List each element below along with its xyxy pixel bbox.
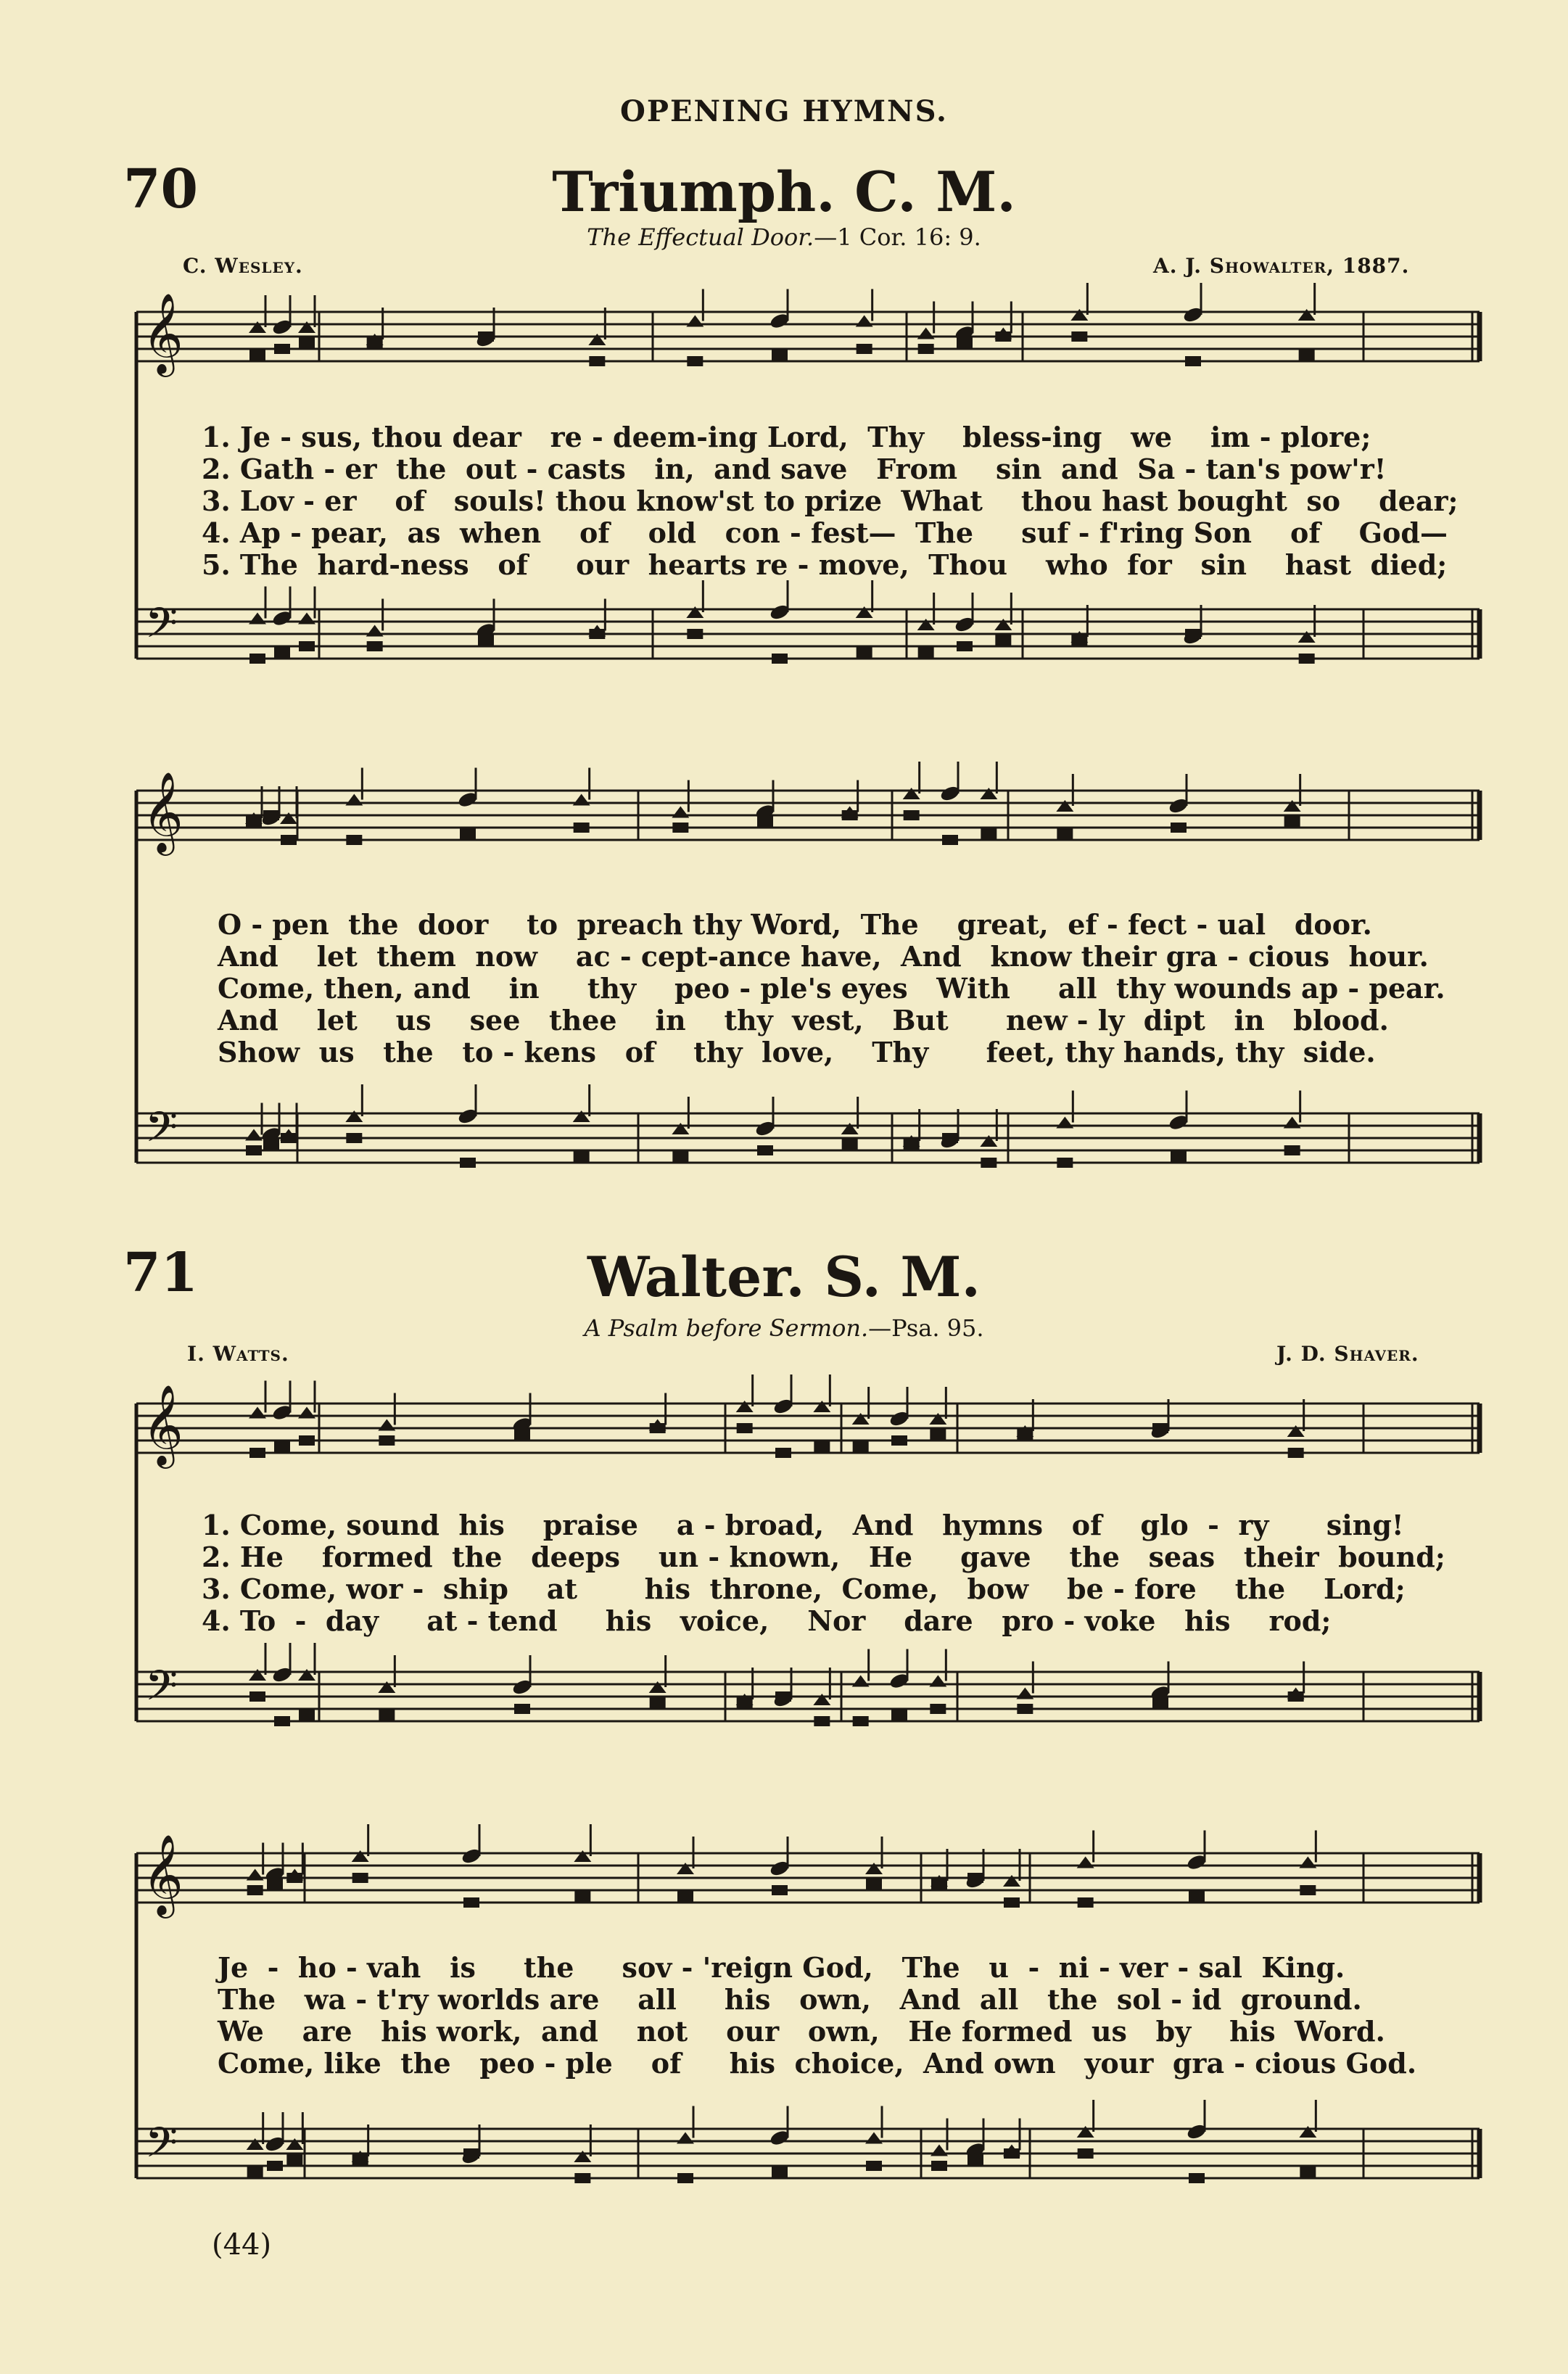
notehead <box>1284 1145 1300 1155</box>
notehead <box>463 2148 479 2159</box>
hymn-title: Triumph. C. M. <box>552 160 1016 224</box>
notehead <box>247 2167 263 2177</box>
notehead <box>274 648 290 658</box>
notehead <box>814 1442 830 1452</box>
notehead <box>1185 356 1201 366</box>
notehead <box>298 321 315 333</box>
notehead <box>814 1716 830 1726</box>
notehead <box>853 1442 869 1452</box>
verse-line: 3. Come, wor - ship at his throne, Come, bow be - fore the Lord; <box>202 1573 1406 1605</box>
notehead <box>574 823 590 833</box>
notehead <box>352 1873 368 1883</box>
notehead <box>574 2173 590 2183</box>
notehead <box>249 1407 266 1419</box>
notehead <box>891 1710 907 1720</box>
notehead <box>367 641 383 651</box>
notehead <box>1298 309 1316 321</box>
treble-clef-icon: 𝄞 <box>142 1834 183 1915</box>
notehead <box>672 823 688 833</box>
notehead <box>274 1442 290 1452</box>
notehead <box>813 1694 830 1705</box>
notehead <box>299 641 315 651</box>
notehead <box>917 619 935 630</box>
notehead <box>298 1669 315 1681</box>
notehead <box>677 1892 693 1902</box>
scripture-ref: —Psa. 95. <box>868 1314 984 1342</box>
verse-line: 2. Gath - er the out - casts in, and save From sin and Sa - tan's pow'r! <box>202 453 1387 485</box>
verse-line: Je - ho - vah is the sov - 'reign God, The u - ni - ver - sal King. <box>218 1951 1345 1984</box>
notehead <box>299 1435 315 1446</box>
notehead <box>1056 1117 1073 1129</box>
treble-clef-icon: 𝄞 <box>142 771 183 852</box>
notehead <box>931 1879 947 1889</box>
notehead <box>1284 800 1301 812</box>
notehead <box>942 835 958 845</box>
notehead <box>1284 1117 1301 1129</box>
notehead <box>1078 2148 1094 2159</box>
notehead <box>737 1423 753 1433</box>
notehead <box>772 654 788 664</box>
notehead <box>842 1139 858 1150</box>
notehead <box>1189 2173 1205 2183</box>
notehead <box>1152 1698 1168 1708</box>
hymn-title: Walter. S. M. <box>587 1245 981 1309</box>
notehead <box>1298 631 1316 643</box>
notehead <box>249 1691 265 1702</box>
notehead <box>366 625 384 637</box>
notehead <box>775 1448 791 1458</box>
notehead <box>574 1152 590 1162</box>
notehead <box>378 1681 395 1693</box>
notehead <box>841 1123 859 1134</box>
notehead <box>866 1879 882 1889</box>
notehead <box>995 331 1011 342</box>
notehead <box>345 794 363 806</box>
notehead <box>757 817 773 827</box>
hymn-composer: J. D. Shaver. <box>1276 1342 1419 1366</box>
notehead <box>574 1850 591 1862</box>
notehead <box>298 613 315 625</box>
notehead <box>281 1133 297 1143</box>
notehead <box>650 1698 666 1708</box>
verse-line: 5. The hard-ness of our hearts re - move, Thou who for sin hast died; <box>202 548 1448 581</box>
notehead <box>298 1407 315 1419</box>
notehead <box>1070 309 1088 321</box>
notehead <box>352 2155 368 2165</box>
notehead <box>1152 1423 1168 1433</box>
notehead <box>981 1158 996 1168</box>
notehead <box>589 356 605 366</box>
notehead <box>379 1710 395 1720</box>
notehead <box>247 1869 264 1881</box>
notehead <box>686 606 703 618</box>
notehead <box>677 1863 694 1874</box>
notehead <box>574 2151 591 2162</box>
notehead <box>672 807 689 818</box>
notehead <box>931 2145 948 2156</box>
notehead <box>931 2161 947 2171</box>
verse-line: 3. Lov - er of souls! thou know'st to prize What thou hast bought so dear; <box>202 485 1458 517</box>
notehead <box>1185 629 1201 639</box>
notehead <box>588 334 606 345</box>
notehead <box>1300 2167 1316 2177</box>
verse-line: The wa - t'ry worlds are all his own, And all the sol - id ground. <box>218 1983 1362 2016</box>
notehead <box>866 2161 882 2171</box>
verse-line: O - pen the door to preach thy Word, The great, ef - fect - ual door. <box>218 908 1372 941</box>
notehead <box>245 1129 263 1141</box>
notehead <box>249 613 266 625</box>
notehead <box>478 331 494 342</box>
notehead <box>345 1110 363 1122</box>
notehead <box>1057 1158 1073 1168</box>
verse-line: 4. Ap - pear, as when of old con - fest— The suf - f'ring Son of God— <box>202 516 1448 549</box>
page-number: (44) <box>212 2228 272 2262</box>
notehead <box>687 629 703 639</box>
notehead <box>1056 800 1073 812</box>
notehead <box>903 788 920 799</box>
notehead <box>672 1152 688 1162</box>
notehead <box>1171 823 1187 833</box>
verse-line: 1. Je - sus, thou dear re - deem-ing Lord, Thy bless-ing we im - plore; <box>202 421 1371 453</box>
notehead <box>286 2138 303 2150</box>
verse-line: And let them now ac - cept-ance have, And know their gra - cious hour. <box>218 940 1429 973</box>
notehead <box>1071 331 1087 342</box>
notehead <box>757 1145 773 1155</box>
notehead <box>917 328 935 339</box>
bass-clef-icon: 𝄢 <box>145 598 178 658</box>
notehead <box>249 321 266 333</box>
notehead <box>994 619 1012 630</box>
treble-clef-icon: 𝄞 <box>142 292 183 374</box>
notehead <box>677 2173 693 2183</box>
hymn-number: 70 <box>123 158 198 220</box>
scripture-ref: —1 Cor. 16: 9. <box>814 223 981 251</box>
bass-clef-icon: 𝄢 <box>145 1661 178 1720</box>
notehead <box>842 810 858 820</box>
notehead <box>1004 2148 1020 2159</box>
notehead <box>929 1413 946 1425</box>
notehead <box>1004 1897 1020 1908</box>
notehead <box>957 338 973 348</box>
treble-clef-icon: 𝄞 <box>142 1384 183 1465</box>
hymn-composer: A. J. Showalter, 1887. <box>1153 254 1410 278</box>
notehead <box>299 1710 315 1720</box>
notehead <box>460 829 476 839</box>
notehead <box>918 344 934 354</box>
notehead <box>981 829 996 839</box>
notehead <box>687 356 703 366</box>
notehead <box>1299 654 1315 664</box>
notehead <box>857 648 872 658</box>
notehead <box>263 810 279 820</box>
notehead <box>930 1704 946 1714</box>
notehead <box>852 1676 870 1687</box>
notehead <box>247 2138 264 2150</box>
notehead <box>274 344 290 354</box>
notehead <box>246 817 262 827</box>
notehead <box>904 1139 920 1150</box>
notehead <box>1284 817 1300 827</box>
notehead <box>249 654 265 664</box>
notehead <box>736 1401 754 1412</box>
notehead <box>286 2155 302 2165</box>
verse-line: Show us the to - kens of thy love, Thy feet, thy hands, thy side. <box>218 1036 1376 1068</box>
notehead <box>1299 350 1315 360</box>
hymn-author: C. Wesley. <box>183 254 303 278</box>
notehead <box>352 1850 369 1862</box>
notehead <box>904 810 920 820</box>
notehead <box>930 1430 946 1440</box>
hymn-number: 71 <box>123 1242 198 1304</box>
notehead <box>263 1139 279 1150</box>
notehead <box>649 1681 667 1693</box>
notehead <box>267 1879 283 1889</box>
notehead <box>995 635 1011 646</box>
notehead <box>460 1158 476 1168</box>
hymn-author: I. Watts. <box>187 1342 289 1366</box>
notehead <box>856 606 873 618</box>
notehead <box>650 1423 666 1433</box>
notehead <box>737 1698 753 1708</box>
bass-clef-icon: 𝄢 <box>145 2118 178 2177</box>
notehead <box>514 1430 530 1440</box>
notehead <box>1299 1857 1316 1868</box>
notehead <box>1071 635 1087 646</box>
notehead <box>281 835 297 845</box>
verse-line: And let us see thee in thy vest, But new - ly dipt in blood. <box>218 1004 1389 1036</box>
notehead <box>856 316 873 327</box>
notehead <box>1299 2126 1316 2138</box>
notehead <box>1017 1704 1033 1714</box>
notehead <box>1189 1892 1205 1902</box>
notehead <box>813 1401 830 1412</box>
notehead <box>852 1413 870 1425</box>
notehead <box>891 1435 907 1446</box>
notehead <box>980 1135 997 1147</box>
notehead <box>514 1704 530 1714</box>
notehead <box>967 1873 983 1883</box>
verse-line: 2. He formed the deeps un - known, He gave the seas their bound; <box>202 1541 1445 1573</box>
notehead <box>957 641 973 651</box>
notehead <box>299 338 315 348</box>
notehead <box>589 629 605 639</box>
notehead <box>246 1145 262 1155</box>
subtitle-text: The Effectual Door. <box>587 223 814 251</box>
notehead <box>1016 1688 1033 1699</box>
notehead <box>1171 1152 1187 1162</box>
notehead <box>980 788 997 799</box>
notehead <box>677 2132 694 2144</box>
running-head: OPENING HYMNS. <box>620 94 948 128</box>
notehead <box>857 344 872 354</box>
notehead <box>1003 1875 1020 1887</box>
notehead <box>274 1716 290 1726</box>
subtitle-text: A Psalm before Sermon. <box>584 1314 869 1342</box>
notehead <box>686 316 703 327</box>
notehead <box>249 1448 265 1458</box>
notehead <box>346 1133 362 1143</box>
notehead <box>346 835 362 845</box>
notehead <box>378 1419 395 1431</box>
notehead <box>865 2132 883 2144</box>
notehead <box>772 1885 788 1895</box>
notehead <box>1288 1691 1304 1702</box>
verse-line: Come, like the peo - ple of his choice, And own your gra - cious God. <box>218 2047 1417 2080</box>
notehead <box>942 1133 958 1143</box>
notehead <box>573 1110 590 1122</box>
verse-line: We are his work, and not our own, He formed us by his Word. <box>218 2015 1385 2048</box>
notehead <box>247 1885 263 1895</box>
notehead <box>1077 2126 1094 2138</box>
verse-line: 1. Come, sound his praise a - broad, And hymns of glo - ry sing! <box>202 1509 1404 1541</box>
notehead <box>1078 1897 1094 1908</box>
notehead <box>929 1676 946 1687</box>
notehead <box>379 1435 395 1446</box>
notehead <box>967 2155 983 2165</box>
notehead <box>249 350 265 360</box>
notehead <box>1288 1448 1304 1458</box>
notehead <box>772 2167 788 2177</box>
notehead <box>918 648 934 658</box>
notehead <box>1077 1857 1094 1868</box>
notehead <box>1300 1885 1316 1895</box>
notehead <box>478 635 494 646</box>
notehead <box>772 350 788 360</box>
notehead <box>267 2161 283 2171</box>
notehead <box>1287 1425 1305 1437</box>
notehead <box>775 1691 791 1702</box>
verse-line: Come, then, and in thy peo - ple's eyes With all thy wounds ap - pear. <box>218 972 1445 1005</box>
notehead <box>865 1863 883 1874</box>
notehead <box>1057 829 1073 839</box>
notehead <box>574 1892 590 1902</box>
notehead <box>853 1716 869 1726</box>
notehead <box>249 1669 266 1681</box>
notehead <box>1017 1430 1033 1440</box>
notehead <box>672 1123 689 1134</box>
notehead <box>280 812 297 824</box>
notehead <box>286 1873 302 1883</box>
notehead <box>367 338 383 348</box>
notehead <box>573 794 590 806</box>
verse-line: 4. To - day at - tend his voice, Nor dare pro - voke his rod; <box>202 1604 1332 1637</box>
bass-clef-icon: 𝄢 <box>145 1102 178 1162</box>
notehead <box>463 1897 479 1908</box>
